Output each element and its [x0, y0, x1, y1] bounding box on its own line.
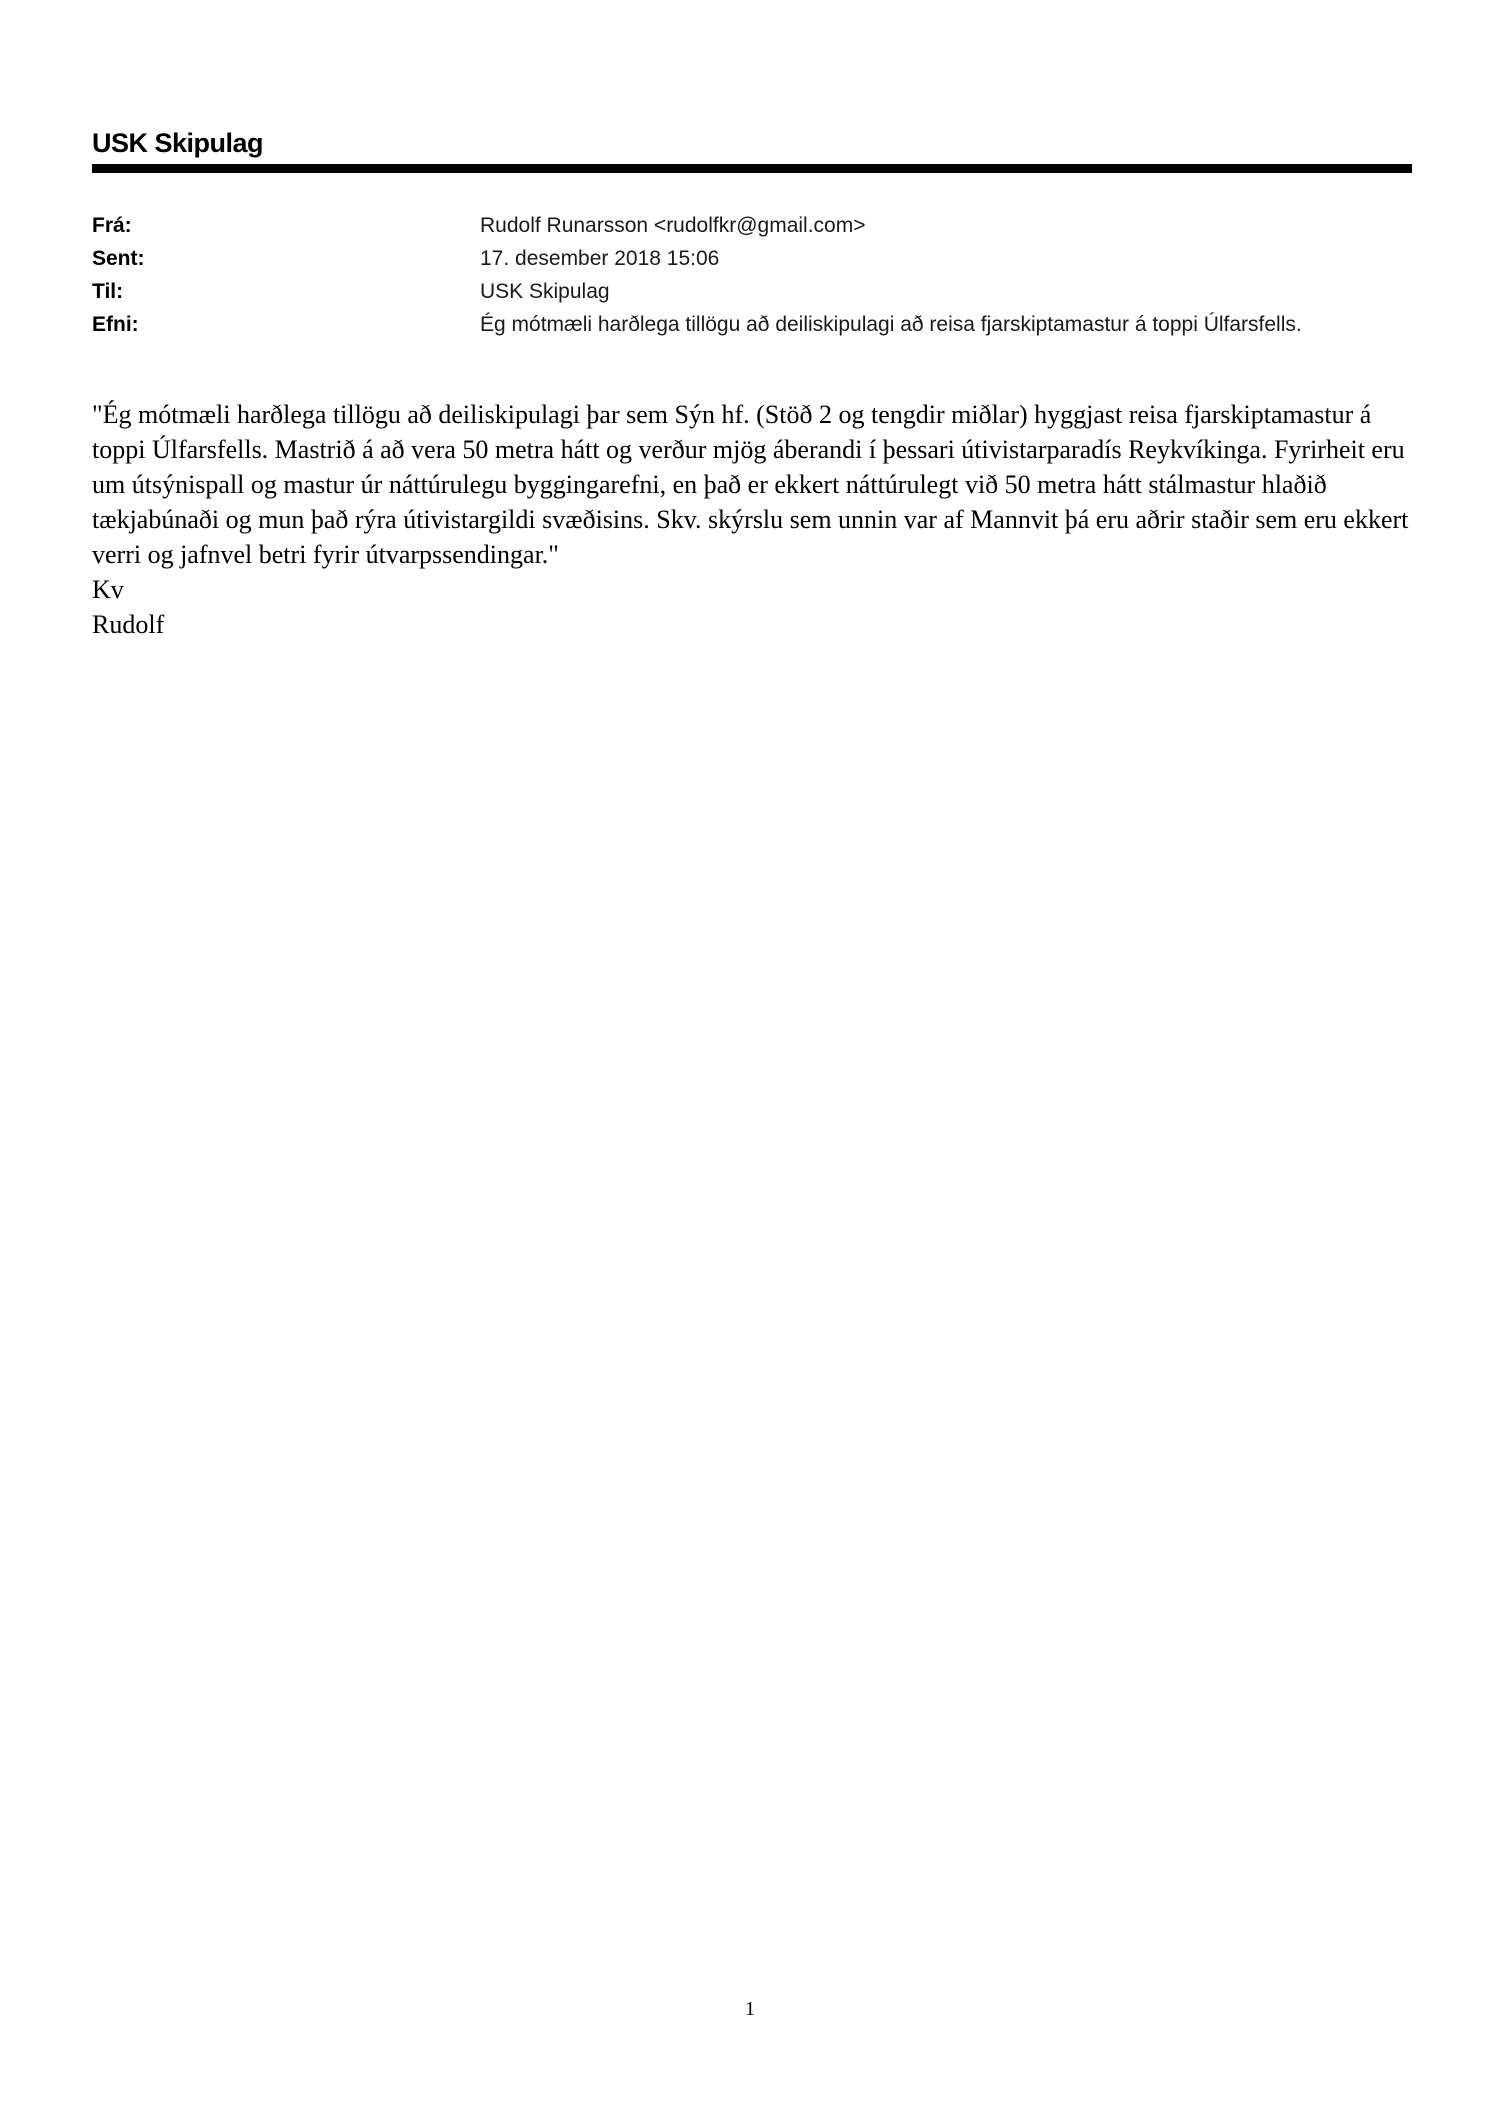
sent-label: Sent:	[92, 247, 145, 270]
from-label: Frá:	[92, 214, 132, 237]
email-header-row-subject	[92, 308, 1412, 341]
email-body	[92, 397, 1410, 642]
email-header-row-sent	[92, 242, 1412, 275]
body-signature: Rudolf	[92, 610, 165, 639]
body-signoff: Kv	[92, 575, 124, 604]
title-divider-rule	[92, 164, 1412, 173]
sent-value: 17. desember 2018 15:06	[480, 247, 720, 270]
page-number: 1	[745, 1998, 755, 2020]
body-paragraph: "Ég mótmæli harðlega tillögu að deiliskipulagi þar sem Sýn hf. (Stöð 2 og tengdir miðlar) hyggjast reisa fjarskiptamastur á toppi Úlfarsfells. Mastrið á að vera 50 metra hátt og verður mjög áberandi í þessari útivistarparadís Reykvíkinga. Fyrirheit eru um útsýnispall og mastur úr náttúrulegu byggingarefni, en það er ekkert náttúrulegt við 50 metra hátt stálmastur hlaðið tækjabúnaði og mun það rýra útivistargildi svæðisins. Skv. skýrslu sem unnin var af Mannvit þá eru aðrir staðir sem eru ekkert verri og jafnvel betri fyrir útvarpssendingar."	[92, 400, 1409, 569]
subject-value: Ég mótmæli harðlega tillögu að deiliskipulagi að reisa fjarskiptamastur á toppi Úlfarsfells.	[480, 313, 1302, 336]
to-value: USK Skipulag	[480, 280, 610, 303]
email-header-row-from	[92, 209, 1412, 242]
email-header-block	[92, 209, 1412, 341]
document-header	[92, 126, 1412, 173]
from-value: Rudolf Runarsson <rudolfkr@gmail.com>	[480, 214, 866, 237]
page-title: USK Skipulag	[92, 128, 264, 158]
to-label: Til:	[92, 280, 124, 303]
subject-label: Efni:	[92, 313, 139, 336]
email-header-row-to	[92, 275, 1412, 308]
